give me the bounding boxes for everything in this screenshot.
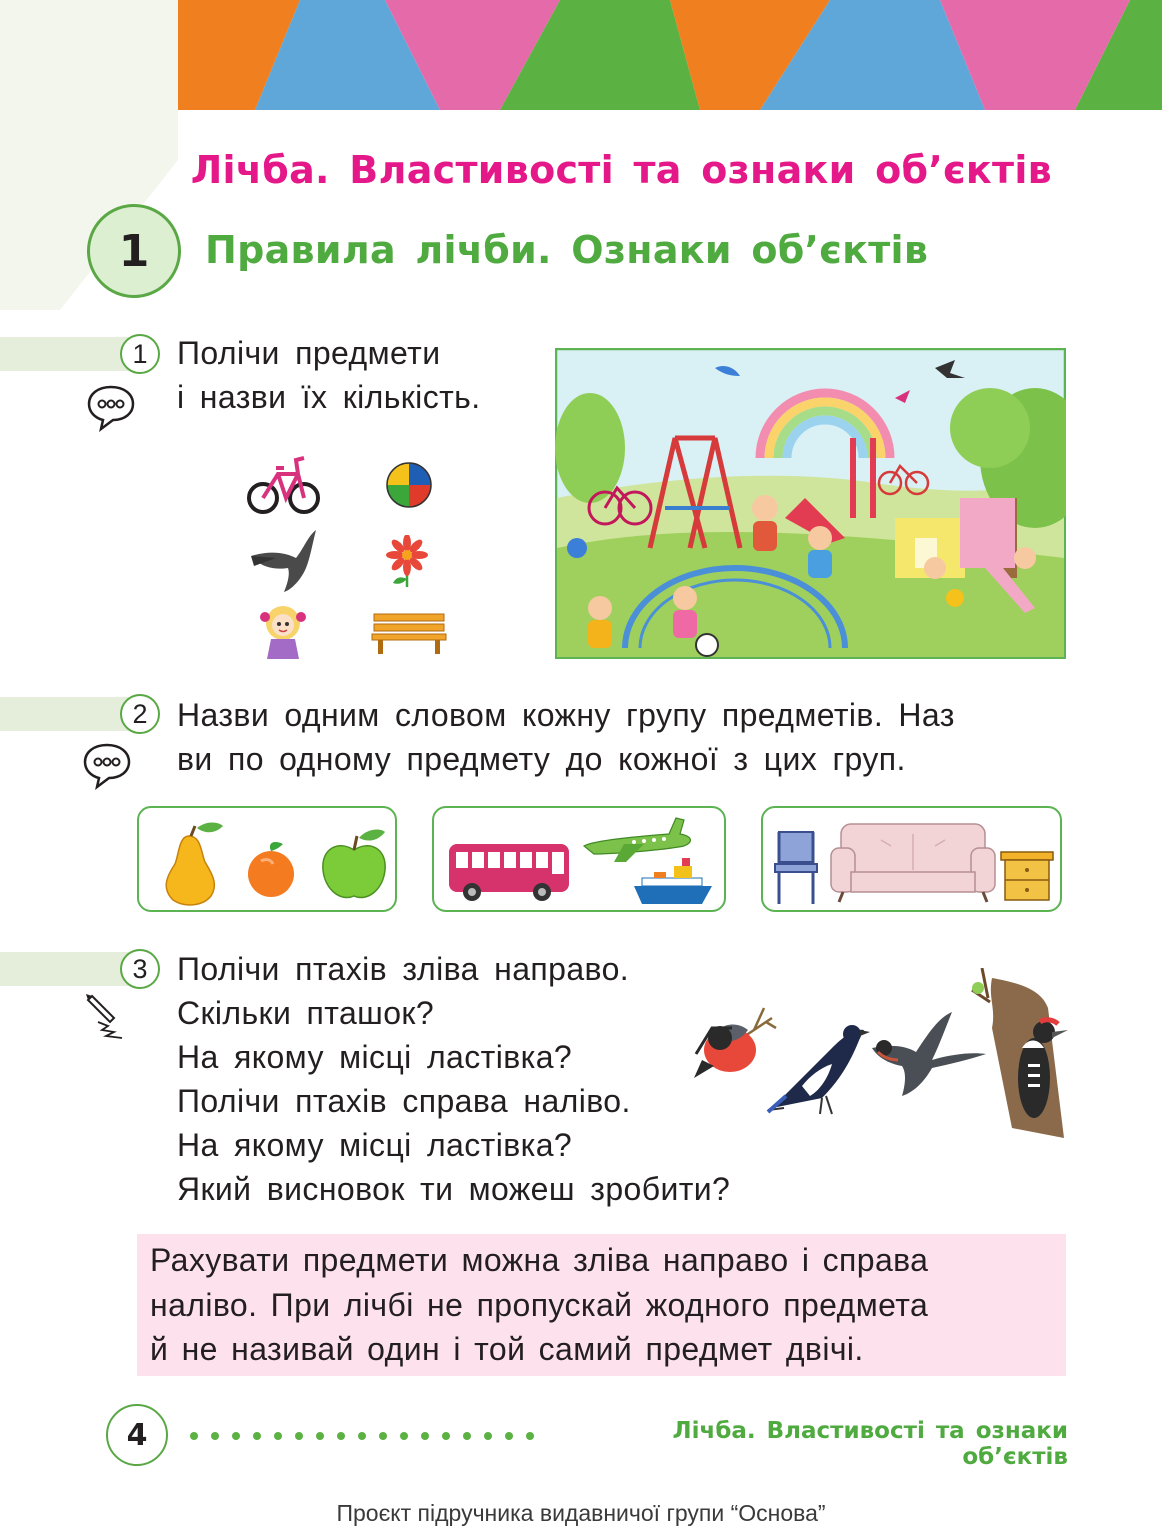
bicycle-icon <box>246 450 321 520</box>
magpie-icon <box>768 1025 870 1114</box>
task-1-line: і назви їх кількість. <box>177 379 481 415</box>
flower-icon <box>385 535 430 590</box>
swallow-icon <box>246 528 321 593</box>
task-3-text <box>177 947 730 1211</box>
bullfinch-icon <box>694 1008 776 1078</box>
bench-icon <box>370 610 448 654</box>
bus-icon <box>449 844 569 901</box>
birds-illustration <box>692 968 1072 1148</box>
task-2-number: 2 <box>120 694 160 734</box>
apple-icon <box>323 830 385 898</box>
task-3-line: Який висновок ти можеш зробити? <box>177 1171 731 1207</box>
task-3-line: Скільки пташок? <box>177 995 435 1031</box>
rule-line: Рахувати предмети можна зліва направо і справа <box>150 1242 929 1278</box>
task-2-line: ви по одному предмету до кожної з цих груп. <box>177 741 906 777</box>
transport-group-box <box>432 806 726 912</box>
task-3-number: 3 <box>120 949 160 989</box>
chapter-title: Лічба. Властивості та ознаки об’єктів <box>190 148 1052 192</box>
task-3-line: Полічи птахів зліва направо. <box>177 951 630 987</box>
task-1-line: Полічи предмети <box>177 335 441 371</box>
ship-icon <box>634 858 712 904</box>
task-1-number: 1 <box>120 334 160 374</box>
furniture-group-box <box>761 806 1062 912</box>
airplane-icon <box>584 818 690 862</box>
footer-dots <box>188 1430 548 1442</box>
footer-chapter-title: Лічба. Властивості та ознаки об’єктів <box>672 1418 1068 1470</box>
swallow-icon <box>872 1012 986 1096</box>
ball-icon <box>384 460 434 510</box>
task-3-line: На якому місці ластівка? <box>177 1039 573 1075</box>
playground-illustration <box>555 348 1066 659</box>
page-number: 4 <box>106 1404 168 1466</box>
pencil-icon <box>84 992 134 1042</box>
task-3-line: На якому місці ластівка? <box>177 1127 573 1163</box>
speech-bubble-icon <box>82 740 132 790</box>
fruit-group-box <box>137 806 397 912</box>
doll-icon <box>257 603 309 663</box>
chair-icon <box>775 832 817 904</box>
top-banner <box>0 0 1162 110</box>
lesson-number-badge: 1 <box>87 204 181 298</box>
speech-bubble-icon <box>86 382 136 432</box>
publisher-note: Проєкт підручника видавничої групи “Основа” <box>336 1500 826 1526</box>
task-2-text <box>177 693 955 781</box>
rule-line: й не називай один і той самий предмет двічі. <box>150 1331 864 1367</box>
task-2-line: Назви одним словом кожну групу предметів. Наз <box>177 697 955 733</box>
rule-line: наліво. При лічбі не пропускай жодного предмета <box>150 1286 929 1323</box>
lesson-title: Правила лічби. Ознаки об’єктів <box>205 228 929 272</box>
task-3-line: Полічи птахів справа наліво. <box>177 1083 631 1119</box>
nightstand-icon <box>1001 852 1053 900</box>
rule-text <box>150 1238 1055 1372</box>
task-1-text <box>177 331 481 419</box>
woodpecker-icon <box>972 968 1068 1138</box>
peach-icon <box>248 842 294 897</box>
pear-icon <box>166 823 223 905</box>
sofa-icon <box>831 824 995 902</box>
